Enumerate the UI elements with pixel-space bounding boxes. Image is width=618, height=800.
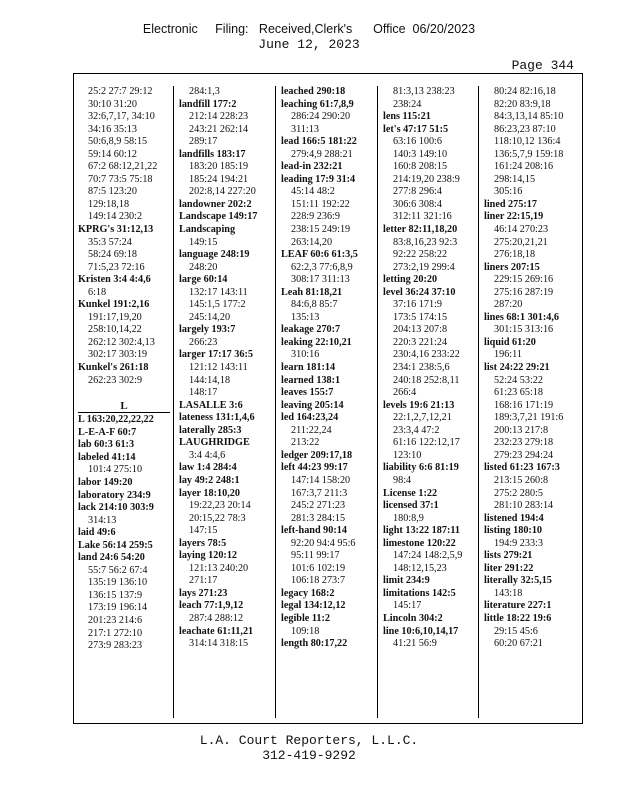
index-entry-continuation: 281:3 284:15: [291, 512, 346, 524]
index-entry: layers 78:5: [179, 537, 227, 549]
index-entry: KPRG's 31:12,13: [78, 224, 154, 236]
index-entry-continuation: 301:15 313:16: [494, 324, 554, 336]
index-entry-continuation: 312:11 321:16: [393, 211, 452, 223]
index-entry-continuation: 148:12,15,23: [393, 562, 447, 574]
index-entry-continuation: 123:10: [393, 449, 422, 461]
index-entry-continuation: 3:4 4:4,6: [189, 449, 226, 461]
index-entry: Lake 56:14 259:5: [78, 539, 153, 551]
index-entry-continuation: 229:15 269:16: [494, 274, 554, 286]
index-entry-continuation: 61:16 122:12,17: [393, 437, 460, 449]
index-entry: lay 49:2 248:1: [179, 474, 240, 486]
index-entry: ledger 209:17,18: [281, 449, 353, 461]
index-entry: laid 49:6: [78, 527, 116, 539]
index-entry: License 1:22: [383, 487, 438, 499]
index-entry: lens 115:21: [383, 111, 431, 123]
index-entry-continuation: 220:3 221:24: [393, 336, 448, 348]
index-entry-continuation: 84:6,8 85:7: [291, 299, 338, 311]
index-entry-continuation: 160:8 208:15: [393, 161, 448, 173]
index-entry-continuation: 149:15: [189, 236, 218, 248]
index-entry-continuation: 70:7 73:5 75:18: [88, 173, 153, 185]
index-entry: licensed 37:1: [383, 500, 439, 512]
index-entry: leaving 205:14: [281, 399, 344, 411]
index-entry-continuation: 41:21 56:9: [393, 638, 437, 650]
index-entry-continuation: 101:6 102:19: [291, 562, 346, 574]
filing-stamp-line: Electronic Filing: Received,Clerk's Office 06/20/2023: [142, 22, 476, 36]
index-entry: law 1:4 284:4: [179, 462, 237, 474]
index-entry: larger 17:17 36:5: [179, 349, 253, 361]
index-entry-continuation: 143:18: [494, 587, 523, 599]
index-entry-continuation: 161:24 208:16: [494, 161, 554, 173]
index-entry: Kunkel's 261:18: [78, 362, 149, 374]
index-entry: leach 77:1,9,12: [179, 600, 244, 612]
index-entry-continuation: 135:19 136:10: [88, 577, 148, 589]
index-column-2: [179, 86, 275, 651]
index-entry: lined 275:17: [484, 198, 537, 210]
index-entry: Kunkel 191:2,16: [78, 299, 150, 311]
index-entry-continuation: 62:2,3 77:6,8,9: [291, 261, 353, 273]
index-entry-continuation: 275:2 280:5: [494, 487, 543, 499]
index-entry-continuation: 314:14 318:15: [189, 638, 249, 650]
index-entry-continuation: 135:13: [291, 311, 320, 323]
index-entry-continuation: 234:1 238:5,6: [393, 362, 450, 374]
index-entry-continuation: 189:3,7,21 191:6: [494, 412, 564, 424]
index-entry-continuation: 298:14,15: [494, 173, 536, 185]
index-entry: lines 68:1 301:4,6: [484, 311, 559, 323]
index-entry-continuation: 238:15 249:19: [291, 224, 351, 236]
page-number: Page 344: [511, 58, 574, 73]
index-entry: legible 11:2: [281, 612, 330, 624]
index-entry-continuation: 35:3 57:24: [88, 236, 132, 248]
index-entry: level 36:24 37:10: [383, 286, 456, 298]
index-entry-continuation: 67:2 68:12,21,22: [88, 161, 158, 173]
index-entry-continuation: 173:19 196:14: [88, 602, 148, 614]
index-entry: leaching 61:7,8,9: [281, 98, 354, 110]
index-entry: L-E-A-F 60:7: [78, 426, 137, 438]
index-entry: leaves 155:7: [281, 387, 334, 399]
index-entry-continuation: 258:10,14,22: [88, 324, 142, 336]
index-entry: letter 82:11,18,20: [383, 224, 458, 236]
index-entry-continuation: 183:20 185:19: [189, 161, 249, 173]
index-entry-continuation: 271:17: [189, 575, 218, 587]
index-entry: levels 19:6 21:13: [383, 399, 455, 411]
index-entry-continuation: 121:13 240:20: [189, 562, 249, 574]
index-entry: largely 193:7: [179, 324, 236, 336]
index-entry: lead 166:5 181:22: [281, 136, 357, 148]
index-entry-continuation: 95:11 99:17: [291, 550, 340, 562]
index-entry-continuation: 63:16 100:6: [393, 136, 442, 148]
index-entry: lays 271:23: [179, 587, 228, 599]
index-entry-continuation: 144:14,18: [189, 374, 231, 386]
index-entry: learned 138:1: [281, 374, 341, 386]
index-entry-continuation: 243:21 262:14: [189, 123, 249, 135]
index-entry: limitations 142:5: [383, 587, 456, 599]
index-entry-continuation: 61:23 65:18: [494, 387, 543, 399]
index-entry-continuation: 200:13 217:8: [494, 424, 549, 436]
index-entry: laboratory 234:9: [78, 489, 151, 501]
index-entry-continuation: 118:10,12 136:4: [494, 136, 561, 148]
index-entry-continuation: 19:22,23 20:14: [189, 500, 251, 512]
index-entry-continuation: 50:6,8,9 58:15: [88, 136, 148, 148]
index-entry-continuation: 173:5 174:15: [393, 311, 448, 323]
index-entry: led 164:23,24: [281, 412, 339, 424]
index-entry-continuation: 273:2,19 299:4: [393, 261, 455, 273]
index-entry-continuation: 284:1,3: [189, 86, 220, 97]
index-entry: lack 214:10 303:9: [78, 502, 154, 514]
index-entry: little 18:22 19:6: [484, 612, 552, 624]
index-entry-continuation: 32:6,7,17, 34:10: [88, 111, 155, 123]
index-entry: liners 207:15: [484, 261, 540, 273]
index-entry-continuation: 266:4: [393, 387, 417, 399]
index-entry-continuation: 228:9 236:9: [291, 211, 340, 223]
index-entry-continuation: 92:20 94:4 95:6: [291, 537, 356, 549]
index-entry-continuation: 148:17: [189, 387, 218, 399]
index-entry: literature 227:1: [484, 600, 552, 612]
spacer: [78, 387, 174, 400]
index-entry-continuation: 55:7 56:2 67:4: [88, 564, 148, 576]
index-column-5: [484, 86, 580, 651]
index-entry: limit 234:9: [383, 575, 430, 587]
index-entry-continuation: 276:18,18: [494, 249, 536, 261]
index-entry-continuation: 279:4,9 288:21: [291, 148, 353, 160]
index-entry-continuation: 191:17,19,20: [88, 311, 142, 323]
index-column-1: [78, 86, 174, 653]
index-entry-continuation: 281:10 283:14: [494, 500, 554, 512]
index-entry-continuation: 34:16 35:13: [88, 123, 137, 135]
index-entry-continuation: 262:23 302:9: [88, 374, 143, 386]
index-entry: landfills 183:17: [179, 148, 246, 160]
index-entry-continuation: 71:5,23 72:16: [88, 261, 145, 273]
column-divider: [377, 86, 378, 718]
index-entry: liner 22:15,19: [484, 211, 544, 223]
index-entry: liability 6:6 81:19: [383, 462, 459, 474]
index-entry-continuation: 30:10 31:20: [88, 98, 137, 110]
index-entry-continuation: 286:24 290:20: [291, 111, 351, 123]
index-entry: laterally 285:3: [179, 424, 242, 436]
index-entry-continuation: 151:11 192:22: [291, 198, 350, 210]
index-column-4: [383, 86, 479, 651]
transcript-date: June 12, 2023: [258, 37, 360, 52]
index-entry: leading 17:9 31:4: [281, 173, 356, 185]
index-entry: large 60:14: [179, 274, 228, 286]
index-entry-continuation: 263:14,20: [291, 236, 333, 248]
index-entry-continuation: 196:11: [494, 349, 522, 361]
index-entry-continuation: 46:14 270:23: [494, 224, 549, 236]
index-entry-continuation: 29:15 45:6: [494, 625, 538, 637]
index-entry-continuation: 302:17 303:19: [88, 349, 148, 361]
index-entry: legal 134:12,12: [281, 600, 346, 612]
index-entry: length 80:17,22: [281, 638, 348, 650]
index-entry-continuation: 212:14 228:23: [189, 111, 249, 123]
index-entry: leaking 22:10,21: [281, 336, 352, 348]
index-entry-continuation: 279:23 294:24: [494, 449, 554, 461]
index-entry: left-hand 90:14: [281, 525, 347, 537]
index-entry-continuation: 20:15,22 78:3: [189, 512, 246, 524]
index-entry-continuation: 305:16: [494, 186, 523, 198]
index-entry: laying 120:12: [179, 550, 238, 562]
index-entry-continuation: 109:18: [291, 625, 320, 637]
index-entry: Lincoln 304:2: [383, 612, 443, 624]
index-entry: layer 18:10,20: [179, 487, 240, 499]
index-entry-continuation: 106:18 273:7: [291, 575, 346, 587]
index-entry: left 44:23 99:17: [281, 462, 348, 474]
index-entry-continuation: 245:2 271:23: [291, 500, 346, 512]
index-entry: labeled 41:14: [78, 451, 136, 463]
index-entry-continuation: 266:23: [189, 336, 218, 348]
index-entry-continuation: 194:9 233:3: [494, 537, 543, 549]
index-entry-continuation: 147:15: [189, 525, 218, 537]
index-entry-continuation: 240:18 252:8,11: [393, 374, 460, 386]
index-entry: lateness 131:1,4,6: [179, 412, 255, 424]
index-entry-continuation: 314:13: [88, 514, 117, 526]
index-entry-continuation: 217:1 272:10: [88, 627, 143, 639]
index-entry: landfill 177:2: [179, 98, 237, 110]
index-entry-continuation: 275:16 287:19: [494, 286, 554, 298]
index-entry: L 163:20,22,22,22: [78, 414, 154, 426]
index-entry-continuation: 311:13: [291, 123, 319, 135]
index-entry-continuation: 136:5,7,9 159:18: [494, 148, 564, 160]
reporter-company: L.A. Court Reporters, L.L.C.: [199, 733, 419, 748]
index-entry: lists 279:21: [484, 550, 533, 562]
index-entry-continuation: 87:5 123:20: [88, 186, 137, 198]
index-entry-continuation: 136:15 137:9: [88, 589, 143, 601]
index-entry-continuation: 147:14 158:20: [291, 474, 351, 486]
index-entry-continuation: 82:20 83:9,18: [494, 98, 551, 110]
column-divider: [275, 86, 276, 718]
index-entry-continuation: 204:13 207:8: [393, 324, 448, 336]
index-entry-continuation: 214:19,20 238:9: [393, 173, 460, 185]
reporter-phone: 312-419-9292: [262, 748, 356, 763]
index-entry-continuation: 213:15 260:8: [494, 474, 549, 486]
index-entry-continuation: 45:14 48:2: [291, 186, 335, 198]
index-entry-continuation: 92:22 258:22: [393, 249, 448, 261]
index-column-3: [281, 86, 377, 651]
index-entry: leachate 61:11,21: [179, 625, 254, 637]
index-entry-continuation: 306:6 308:4: [393, 198, 442, 210]
letter-section-heading: L: [78, 400, 170, 414]
index-entry-continuation: 277:8 296:4: [393, 186, 442, 198]
index-entry: listing 180:10: [484, 525, 543, 537]
index-entry: LASALLE 3:6: [179, 399, 243, 411]
index-entry: Leah 81:18,21: [281, 286, 343, 298]
index-entry-continuation: 81:3,13 238:23: [393, 86, 455, 97]
index-entry-continuation: 145:17: [393, 600, 422, 612]
index-entry-continuation: 147:24 148:2,5,9: [393, 550, 463, 562]
index-entry-continuation: 289:17: [189, 136, 218, 148]
index-entry-continuation: 140:3 149:10: [393, 148, 448, 160]
index-entry-continuation: 238:24: [393, 98, 422, 110]
index-entry-continuation: 37:16 171:9: [393, 299, 442, 311]
index-entry-continuation: 202:8,14 227:20: [189, 186, 256, 198]
index-entry: leached 290:18: [281, 86, 346, 97]
index-entry: language 248:19: [179, 249, 250, 261]
index-entry: LAUGHRIDGE: [179, 437, 250, 449]
index-entry: land 24:6 54:20: [78, 552, 145, 564]
index-entry-continuation: 287:4 288:12: [189, 612, 244, 624]
index-entry: LEAF 60:6 61:3,5: [281, 249, 358, 261]
index-entry-continuation: 275:20,21,21: [494, 236, 548, 248]
index-entry-continuation: 213:22: [291, 437, 320, 449]
index-entry-continuation: 185:24 194:21: [189, 173, 249, 185]
index-entry-continuation: 80:24 82:16,18: [494, 86, 556, 97]
index-entry-continuation: 168:16 171:19: [494, 399, 554, 411]
index-entry: Kristen 3:4 4:4,6: [78, 274, 151, 286]
index-entry: labor 149:20: [78, 476, 133, 488]
index-entry: learn 181:14: [281, 362, 336, 374]
index-entry-continuation: 132:17 143:11: [189, 286, 248, 298]
index-entry: list 24:22 29:21: [484, 362, 550, 374]
index-entry-continuation: 245:14,20: [189, 311, 231, 323]
index-entry: legacy 168:2: [281, 587, 335, 599]
index-entry: let's 47:17 51:5: [383, 123, 449, 135]
index-entry: listed 61:23 167:3: [484, 462, 560, 474]
index-entry-continuation: 25:2 27:7 29:12: [88, 86, 153, 97]
index-entry-continuation: 232:23 279:18: [494, 437, 554, 449]
index-entry-continuation: 310:16: [291, 349, 320, 361]
index-entry-continuation: 59:14 60:12: [88, 148, 137, 160]
index-entry: listened 194:4: [484, 512, 544, 524]
index-entry-continuation: 145:1,5 177:2: [189, 299, 246, 311]
index-entry-continuation: 98:4: [393, 474, 412, 486]
index-entry: liquid 61:20: [484, 336, 536, 348]
index-entry-continuation: 22:1,2,7,12,21: [393, 412, 452, 424]
index-entry-continuation: 180:8,9: [393, 512, 424, 524]
index-entry: lab 60:3 61:3: [78, 439, 135, 451]
index-entry: literally 32:5,15: [484, 575, 552, 587]
index-entry: leakage 270:7: [281, 324, 341, 336]
index-entry-continuation: 262:12 302:4,13: [88, 336, 155, 348]
index-entry-continuation: 201:23 214:6: [88, 614, 143, 626]
index-entry: Landscaping: [179, 224, 236, 236]
index-entry-continuation: 101:4 275:10: [88, 464, 143, 476]
index-entry: limestone 120:22: [383, 537, 456, 549]
index-entry-continuation: 58:24 69:18: [88, 249, 137, 261]
index-entry: liter 291:22: [484, 562, 534, 574]
index-entry-continuation: 149:14 230:2: [88, 211, 143, 223]
index-entry-continuation: 86:23,23 87:10: [494, 123, 556, 135]
index-entry-continuation: 308:17 311:13: [291, 274, 350, 286]
index-entry: Landscape 149:17: [179, 211, 258, 223]
index-entry-continuation: 167:3,7 211:3: [291, 487, 348, 499]
index-entry-continuation: 121:12 143:11: [189, 362, 248, 374]
index-entry: line 10:6,10,14,17: [383, 625, 459, 637]
index-entry-continuation: 230:4,16 233:22: [393, 349, 460, 361]
index-entry-continuation: 84:3,13,14 85:10: [494, 111, 564, 123]
index-entry-continuation: 248:20: [189, 261, 218, 273]
index-entry: lead-in 232:21: [281, 161, 343, 173]
index-entry-continuation: 83:8,16,23 92:3: [393, 236, 458, 248]
index-entry-continuation: 273:9 283:23: [88, 640, 143, 652]
index-entry: light 13:22 187:11: [383, 525, 460, 537]
index-entry-continuation: 287:20: [494, 299, 523, 311]
index-entry: landowner 202:2: [179, 198, 252, 210]
index-entry-continuation: 6:18: [88, 286, 107, 298]
index-entry: letting 20:20: [383, 274, 438, 286]
index-entry-continuation: 129:18,18: [88, 198, 130, 210]
index-entry-continuation: 52:24 53:22: [494, 374, 543, 386]
index-entry-continuation: 60:20 67:21: [494, 638, 543, 650]
index-entry-continuation: 23:3,4 47:2: [393, 424, 440, 436]
index-entry-continuation: 211:22,24: [291, 424, 332, 436]
